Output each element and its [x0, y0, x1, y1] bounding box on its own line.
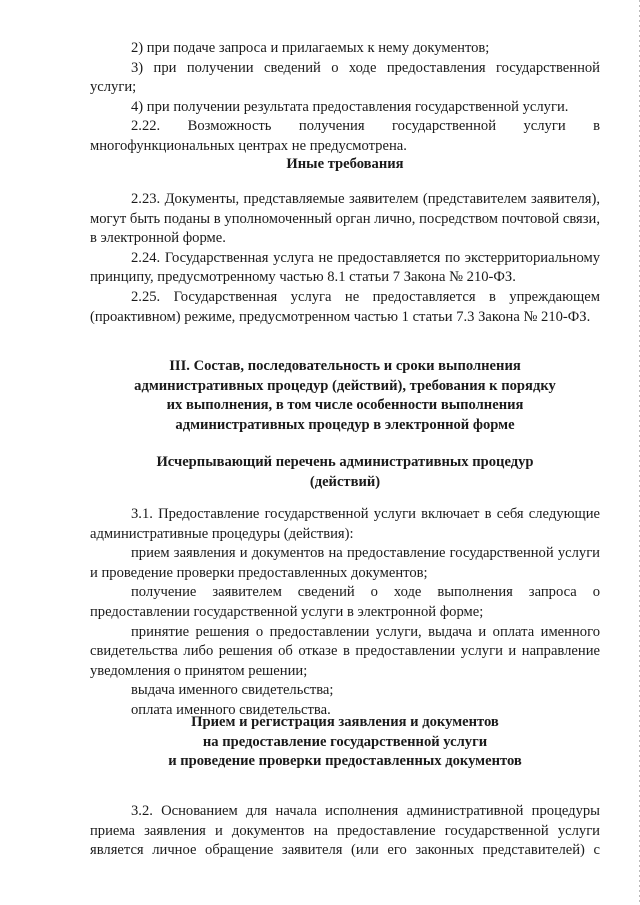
heading-reception-line-3: и проведение проверки предоставленных документов: [168, 753, 522, 770]
block-delivery-list: [90, 39, 600, 157]
paragraph-2-22: 2.22. Возможность получения государственной услуги в многофункциональных центрах не предусмотрена.: [90, 118, 600, 154]
paragraph-item-4: 4) при получении результата предоставления государственной услуги.: [131, 98, 569, 115]
heading-reception: [90, 713, 600, 772]
block-other-requirements: [90, 190, 600, 327]
section-3-title: [90, 357, 600, 435]
paragraph-3-2: 3.2. Основанием для начала исполнения административной процедуры приема заявления и документов на предоставление государственной услуги является личное обращение заявителя (или его законных представителей) с: [90, 803, 600, 859]
paragraph-3-1: 3.1. Предоставление государственной услуги включает в себя следующие административные процедуры (действия):: [90, 506, 600, 542]
heading-reception-line-1: Прием и регистрация заявления и документов: [191, 714, 499, 730]
block-procedure-list: [90, 505, 600, 721]
section-3-title-line-3: их выполнения, в том числе особенности выполнения: [166, 397, 524, 414]
paragraph-2-23: 2.23. Документы, представляемые заявителем (представителем заявителя), могут быть поданы в уполномоченный орган лично, посредством почтовой связи, в электронной форме.: [90, 191, 600, 247]
heading-procedure-list-line-1: Исчерпывающий перечень административных процедур: [156, 454, 534, 470]
list-item-issuance: выдача именного свидетельства;: [131, 682, 334, 699]
paragraph-item-3: 3) при получении сведений о ходе предоставления государственной услуги;: [90, 59, 600, 96]
list-item-decision: принятие решения о предоставлении услуги, выдача и оплата именного свидетельства либо решения об отказе в предоставлении услуги и направление уведомления о принятом решении;: [90, 623, 600, 679]
paragraph-2-25: 2.25. Государственная услуга не предоставляется в упреждающем (проактивном) режиме, предусмотренном частью 1 статьи 7.3 Закона № 210-ФЗ.: [90, 288, 600, 325]
paragraph-2-24: 2.24. Государственная услуга не предоставляется по экстерриториальному принципу, предусмотренному частью 8.1 статьи 7 Закона № 210-ФЗ.: [90, 249, 600, 286]
section-3-title-line-2: административных процедур (действий), требования к порядку: [134, 377, 556, 394]
section-3-title-line-1: III. Состав, последовательность и сроки выполнения: [169, 358, 521, 374]
list-item-status-info: получение заявителем сведений о ходе выполнения запроса о предоставлении государственной услуги в электронной форме;: [90, 584, 600, 620]
heading-procedure-list-line-2: (действий): [309, 473, 381, 490]
block-reception: [90, 802, 600, 861]
heading-other-requirements-wrap: [90, 155, 600, 175]
paragraph-item-2: 2) при подаче запроса и прилагаемых к нему документов;: [131, 40, 490, 56]
heading-procedure-list: [90, 453, 600, 492]
list-item-reception: прием заявления и документов на предоставление государственной услуги и проведение проверки предоставленных документов;: [90, 545, 600, 581]
heading-reception-line-2: на предоставление государственной услуги: [202, 733, 488, 750]
heading-other-requirements: Иные требования: [286, 156, 404, 172]
section-3-title-line-4: административных процедур в электронной форме: [175, 416, 515, 433]
list-item-payment: оплата именного свидетельства.: [131, 701, 331, 718]
